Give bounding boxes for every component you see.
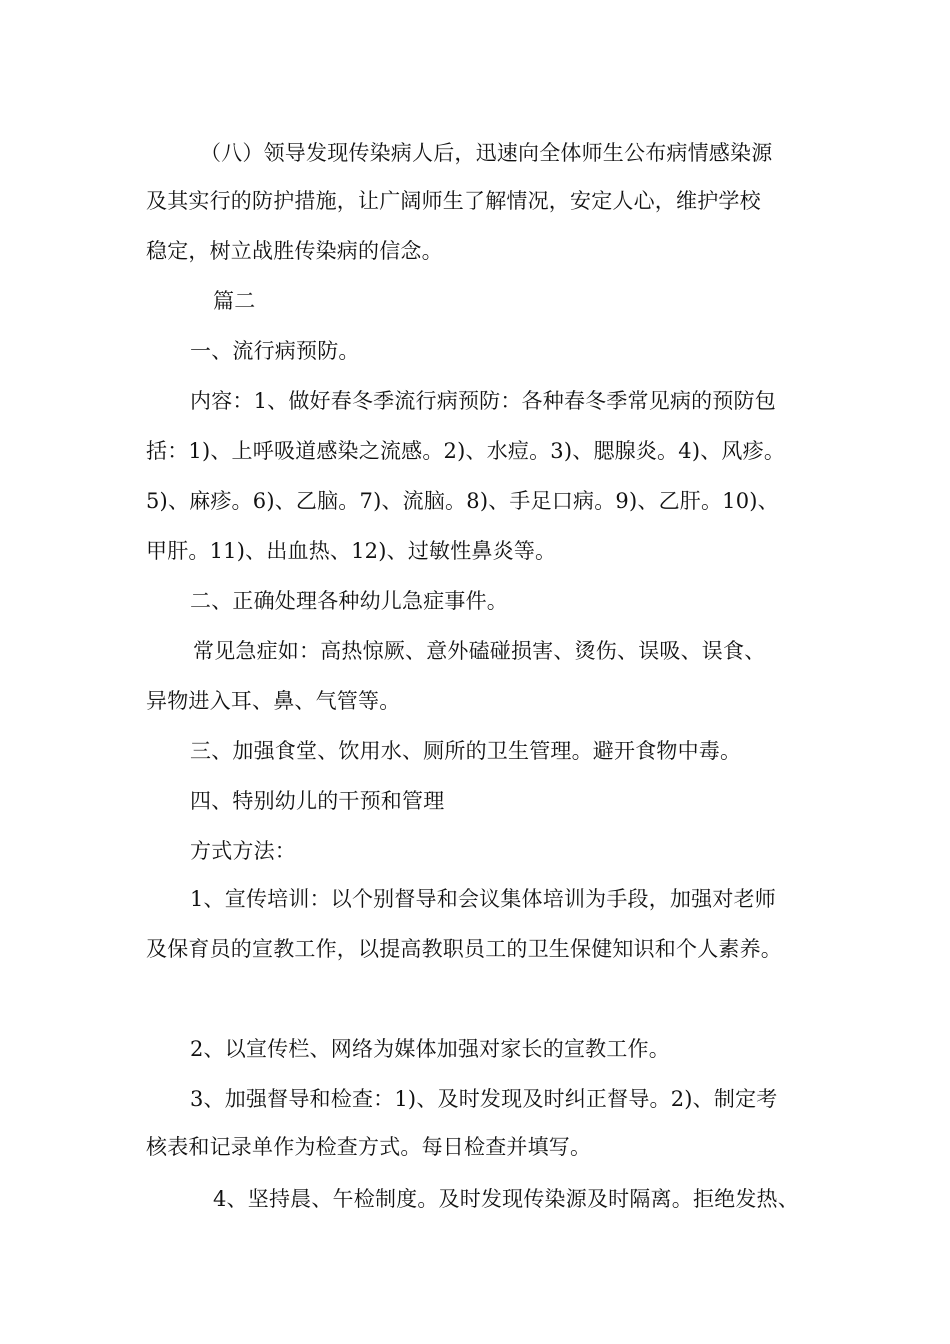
- heading-line: 一、流行病预防。: [190, 339, 360, 363]
- paragraph-line: 内容：1、做好春冬季流行病预防：各种春冬季常见病的预防包: [190, 389, 776, 413]
- paragraph-line: 异物进入耳、鼻、气管等。: [146, 689, 401, 713]
- paragraph-line: 2、以宣传栏、网络为媒体加强对家长的宣教工作。: [190, 1037, 670, 1061]
- paragraph-line: （八）领导发现传染病人后，迅速向全体师生公布病情感染源: [200, 141, 773, 165]
- paragraph-line: 常见急症如：高热惊厥、意外磕碰损害、烫伤、误吸、误食、: [193, 639, 766, 663]
- heading-line: 四、特别幼儿的干预和管理: [190, 789, 445, 813]
- section-heading: 篇二: [213, 289, 256, 313]
- paragraph-line: 括：1)、上呼吸道感染之流感。2)、水痘。3)、腮腺炎。4)、风疹。: [146, 439, 786, 463]
- paragraph-line: 1、宣传培训：以个别督导和会议集体培训为手段，加强对老师: [190, 887, 776, 911]
- paragraph-line: 4、坚持晨、午检制度。及时发现传染源及时隔离。拒绝发热、: [213, 1187, 799, 1211]
- heading-line: 三、加强食堂、饮用水、厕所的卫生管理。避开食物中毒。: [190, 739, 742, 763]
- paragraph-line: 及保育员的宣教工作，以提高教职员工的卫生保健知识和个人素养。: [146, 937, 782, 961]
- paragraph-line: 及其实行的防护措施，让广阔师生了解情况，安定人心，维护学校: [146, 189, 761, 213]
- paragraph-line: 稳定，树立战胜传染病的信念。: [146, 239, 443, 263]
- paragraph-line: 5)、麻疹。6)、乙脑。7)、流脑。8)、手足口病。9)、乙肝。10)、: [146, 489, 779, 513]
- paragraph-line: 3、加强督导和检查：1)、及时发现及时纠正督导。2)、制定考: [190, 1087, 778, 1111]
- paragraph-line: 方式方法：: [190, 839, 296, 863]
- heading-line: 二、正确处理各种幼儿急症事件。: [190, 589, 508, 613]
- paragraph-line: 甲肝。11)、出血热、12)、过敏性鼻炎等。: [146, 539, 557, 563]
- paragraph-line: 核表和记录单作为检查方式。每日检查并填写。: [146, 1135, 592, 1159]
